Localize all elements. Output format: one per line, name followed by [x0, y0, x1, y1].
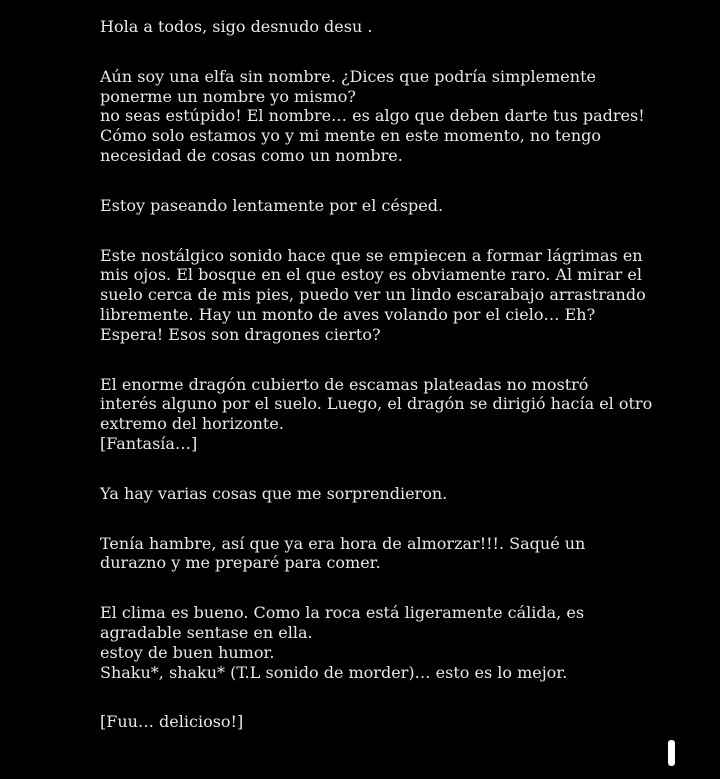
text-line: no seas estúpido! El nombre… es algo que deben darte tus padres!	[100, 106, 645, 126]
text-line: El enorme dragón cubierto de escamas plateadas no mostró	[100, 374, 589, 394]
paragraph	[100, 603, 660, 682]
text-line: [Fantasía…]	[100, 433, 198, 453]
paragraph	[100, 484, 660, 504]
text-line: extremo del horizonte.	[100, 414, 284, 434]
text-line: mis ojos. El bosque en el que estoy es obviamente raro. Al mirar el	[100, 265, 642, 285]
paragraph	[100, 17, 660, 37]
text-line: suelo cerca de mis pies, puedo ver un lindo escarabajo arrastrando	[100, 285, 646, 305]
paragraph	[100, 196, 660, 216]
paragraph	[100, 67, 660, 166]
text-line: Estoy paseando lentamente por el césped.	[100, 195, 444, 215]
text-line: libremente. Hay un monto de aves volando por el cielo… Eh?	[100, 304, 596, 324]
text-line: durazno y me preparé para comer.	[100, 553, 381, 573]
text-line: necesidad de cosas como un nombre.	[100, 145, 403, 165]
text-line: El clima es bueno. Como la roca está ligeramente cálida, es	[100, 603, 585, 623]
text-line: interés alguno por el suelo. Luego, el dragón se dirigió hacía el otro	[100, 394, 653, 414]
paragraph	[100, 246, 660, 345]
document-body	[100, 17, 660, 762]
text-line: ponerme un nombre yo mismo?	[100, 86, 356, 106]
text-line: Espera! Esos son dragones cierto?	[100, 324, 381, 344]
text-line: Ya hay varias cosas que me sorprendieron.	[100, 483, 448, 503]
text-line: estoy de buen humor.	[100, 642, 275, 662]
text-line: Este nostálgico sonido hace que se empiecen a formar lágrimas en	[100, 245, 643, 265]
text-line: [Fuu… delicioso!]	[100, 712, 244, 732]
text-line: Aún soy una elfa sin nombre. ¿Dices que podría simplemente	[100, 66, 596, 86]
paragraph	[100, 534, 660, 574]
paragraph	[100, 712, 660, 732]
text-line: Shaku*, shaku* (T.L sonido de morder)… esto es lo mejor.	[100, 662, 568, 682]
text-line: Hola a todos, sigo desnudo desu .	[100, 17, 373, 36]
scroll-handle[interactable]	[668, 740, 675, 766]
text-line: Tenía hambre, así que ya era hora de almorzar!!!. Saqué un	[100, 533, 586, 553]
paragraph	[100, 375, 660, 454]
text-line: agradable sentase en ella.	[100, 622, 313, 642]
text-line: Cómo solo estamos yo y mi mente en este momento, no tengo	[100, 126, 601, 146]
